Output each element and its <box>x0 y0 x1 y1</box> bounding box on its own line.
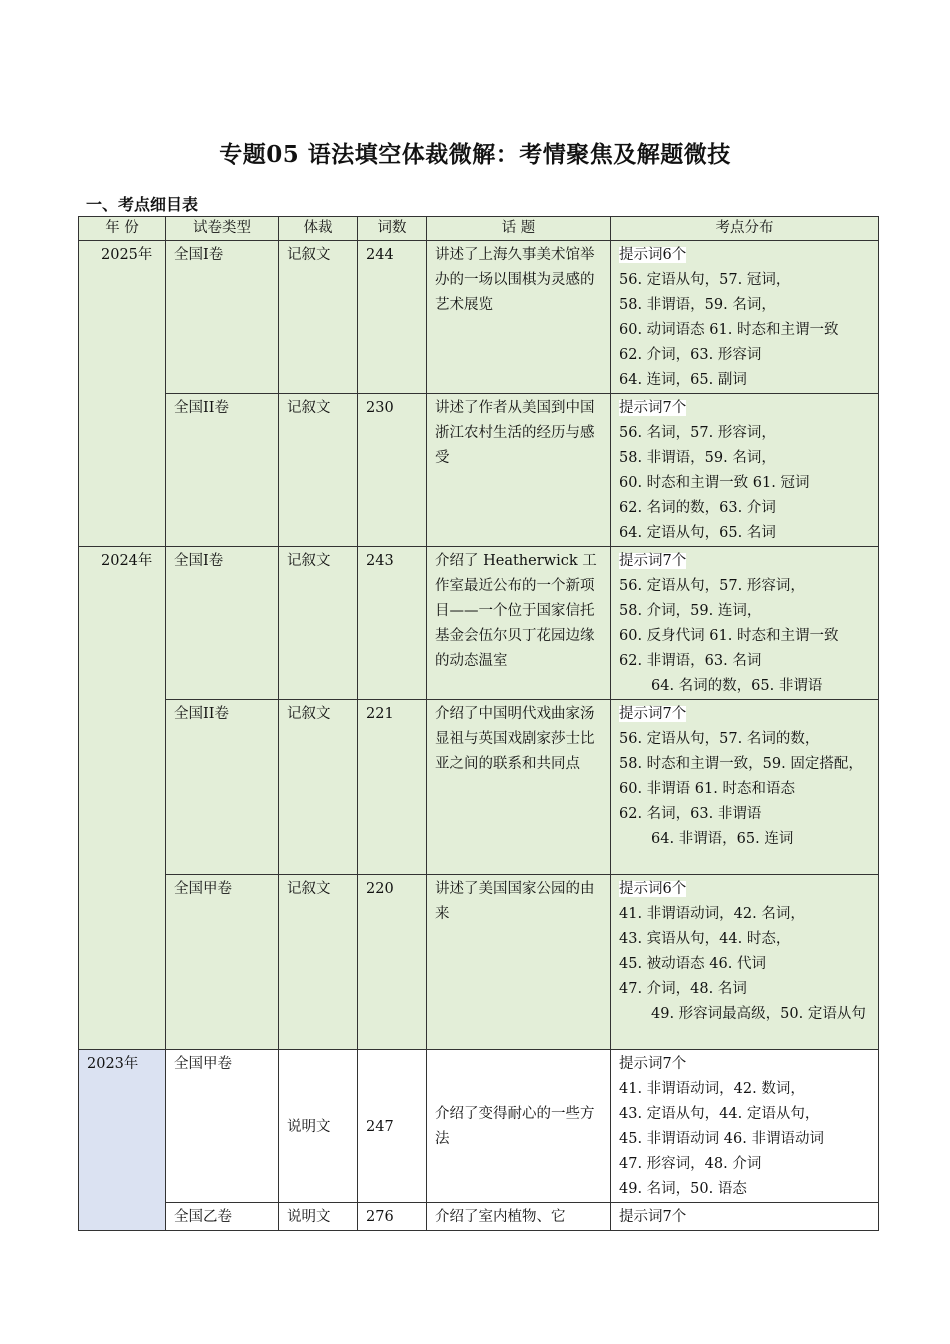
point-line: 60. 动词语态 61. 时态和主谓一致 <box>619 322 839 338</box>
hint-count: 提示词7个 <box>619 706 687 722</box>
year-cell: 2023年 <box>79 1050 166 1231</box>
topic-cell: 讲述了上海久事美术馆举办的一场以围棋为灵感的艺术展览 <box>427 241 611 394</box>
table-header-row <box>79 217 879 241</box>
genre-cell: 记叙文 <box>279 875 358 1050</box>
table-row <box>79 547 879 700</box>
point-line: 56. 定语从句，57. 冠词， <box>619 272 791 288</box>
header-genre: 体裁 <box>279 217 358 241</box>
words-cell: 220 <box>358 875 427 1050</box>
point-line: 60. 反身代词 61. 时态和主谓一致 <box>619 628 839 644</box>
point-line: 47. 形容词，48. 介词 <box>619 1156 762 1172</box>
point-line: 58. 非谓语，59. 名词， <box>619 297 776 313</box>
point-line: 58. 介词，59. 连词， <box>619 603 762 619</box>
hint-count: 提示词7个 <box>619 553 687 569</box>
point-line: 62. 名词，63. 非谓语 <box>619 806 762 822</box>
point-line: 41. 非谓语动词，42. 名词， <box>619 906 805 922</box>
point-line: 64. 连词，65. 副词 <box>619 372 747 388</box>
paper-cell: 全国I卷 <box>166 547 279 700</box>
table-row <box>79 394 879 547</box>
header-words: 词数 <box>358 217 427 241</box>
words-cell: 221 <box>358 700 427 875</box>
words-cell: 276 <box>358 1203 427 1231</box>
genre-cell: 说明文 <box>279 1203 358 1231</box>
point-line: 56. 定语从句，57. 名词的数， <box>619 731 820 747</box>
topic-cell: 介绍了室内植物、它 <box>427 1203 611 1231</box>
words-cell: 230 <box>358 394 427 547</box>
topic-cell: 介绍了变得耐心的一些方法 <box>427 1050 611 1203</box>
point-line: 60. 时态和主谓一致 61. 冠词 <box>619 475 810 491</box>
points-cell <box>611 394 879 547</box>
year-cell: 2025年 <box>79 241 166 547</box>
header-year: 年 份 <box>79 217 166 241</box>
points-cell <box>611 1203 879 1231</box>
point-line: 60. 非谓语 61. 时态和语态 <box>619 781 795 797</box>
topic-cell: 介绍了中国明代戏曲家汤显祖与英国戏剧家莎士比亚之间的联系和共同点 <box>427 700 611 875</box>
point-line: 43. 宾语从句，44. 时态， <box>619 931 791 947</box>
paper-cell: 全国甲卷 <box>166 875 279 1050</box>
table-row <box>79 241 879 394</box>
table-row <box>79 875 879 1050</box>
genre-cell: 说明文 <box>279 1050 358 1203</box>
hint-count: 提示词7个 <box>619 400 687 416</box>
genre-cell: 记叙文 <box>279 394 358 547</box>
paper-cell: 全国I卷 <box>166 241 279 394</box>
point-line: 56. 定语从句，57. 形容词， <box>619 578 805 594</box>
table-row <box>79 700 879 875</box>
genre-cell: 记叙文 <box>279 547 358 700</box>
points-cell <box>611 875 879 1050</box>
section-heading: 一、考点细目表 <box>86 195 199 214</box>
hint-count: 提示词7个 <box>619 1056 687 1072</box>
topic-cell: 讲述了美国国家公园的由来 <box>427 875 611 1050</box>
point-line: 58. 非谓语，59. 名词， <box>619 450 776 466</box>
point-line: 64. 定语从句，65. 名词 <box>619 525 776 541</box>
paper-cell: 全国II卷 <box>166 394 279 547</box>
point-line: 62. 介词，63. 形容词 <box>619 347 762 363</box>
points-cell <box>611 700 879 875</box>
point-line: 62. 非谓语，63. 名词 <box>619 653 762 669</box>
words-cell: 247 <box>358 1050 427 1203</box>
point-line: 47. 介词，48. 名词 <box>619 981 747 997</box>
hint-count: 提示词6个 <box>619 247 687 263</box>
page-title: 专题05 语法填空体裁微解：考情聚焦及解题微技 <box>219 141 731 168</box>
words-cell: 244 <box>358 241 427 394</box>
points-cell <box>611 1050 879 1203</box>
point-line: 62. 名词的数，63. 介词 <box>619 500 776 516</box>
point-line: 58. 时态和主谓一致，59. 固定搭配， <box>619 756 863 772</box>
point-line: 49. 名词，50. 语态 <box>619 1181 747 1197</box>
point-line: 64. 非谓语，65. 连词 <box>651 831 794 847</box>
points-cell <box>611 547 879 700</box>
year-cell: 2024年 <box>79 547 166 1050</box>
header-paper: 试卷类型 <box>166 217 279 241</box>
hint-count: 提示词7个 <box>619 1209 687 1225</box>
words-cell: 243 <box>358 547 427 700</box>
header-points: 考点分布 <box>611 217 879 241</box>
exam-points-table <box>78 216 879 1231</box>
paper-cell: 全国II卷 <box>166 700 279 875</box>
table-row <box>79 1050 879 1203</box>
point-line: 56. 名词，57. 形容词， <box>619 425 776 441</box>
genre-cell: 记叙文 <box>279 241 358 394</box>
table-row <box>79 1203 879 1231</box>
point-line: 45. 被动语态 46. 代词 <box>619 956 766 972</box>
point-line: 64. 名词的数，65. 非谓语 <box>651 678 823 694</box>
point-line: 41. 非谓语动词，42. 数词， <box>619 1081 805 1097</box>
point-line: 43. 定语从句，44. 定语从句， <box>619 1106 820 1122</box>
genre-cell: 记叙文 <box>279 700 358 875</box>
point-line: 45. 非谓语动词 46. 非谓语动词 <box>619 1131 824 1147</box>
header-topic: 话 题 <box>427 217 611 241</box>
topic-cell: 介绍了 Heatherwick 工作室最近公布的一个新项目——一个位于国家信托基金会伍尔贝丁花园边缘的动态温室 <box>427 547 611 700</box>
hint-count: 提示词6个 <box>619 881 687 897</box>
paper-cell: 全国乙卷 <box>166 1203 279 1231</box>
paper-cell: 全国甲卷 <box>166 1050 279 1203</box>
point-line: 49. 形容词最高级，50. 定语从句 <box>651 1006 866 1022</box>
points-cell <box>611 241 879 394</box>
topic-cell: 讲述了作者从美国到中国浙江农村生活的经历与感受 <box>427 394 611 547</box>
